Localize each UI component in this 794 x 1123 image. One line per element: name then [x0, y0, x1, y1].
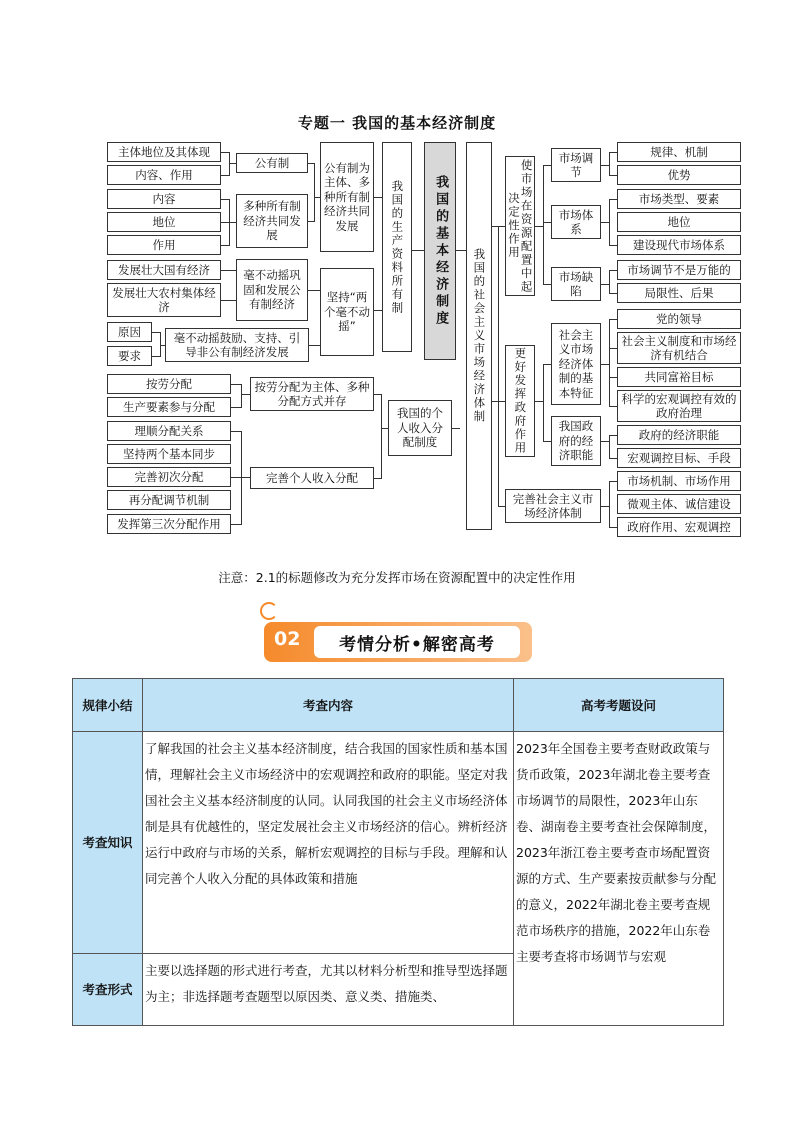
leaf-features-2: 社会主义制度和市场经济有机结合 [617, 332, 741, 364]
table-row [73, 732, 724, 954]
connector [609, 270, 617, 271]
connector [231, 524, 241, 525]
connector [231, 477, 250, 478]
connector [229, 163, 236, 164]
connector [412, 250, 424, 251]
connector [601, 165, 609, 166]
node-jianchi: 坚持“两个毫不动摇” [320, 268, 374, 356]
leaf-gongyou-1: 主体地位及其体现 [107, 142, 221, 162]
connector [456, 250, 466, 251]
node-haobu-2: 毫不动摇鼓励、支持、引导非公有制经济发展 [165, 328, 309, 362]
connector [374, 197, 382, 198]
leaf-wanshan-5: 发挥第三次分配作用 [107, 514, 231, 534]
leaf-haobu2-1: 原因 [107, 322, 152, 342]
leaf-govfunc-2: 宏观调控目标、手段 [617, 448, 741, 468]
swirl-icon [260, 602, 278, 620]
table-header: 规律小结 [73, 679, 143, 732]
leaf-quexian-2: 局限性、后果 [617, 283, 741, 303]
connector [543, 364, 551, 365]
banner-number: 02 [274, 628, 301, 650]
leaf-perfect-1: 市场机制、市场作用 [617, 471, 741, 491]
connector [221, 175, 229, 176]
leaf-tixi-1: 市场类型、要素 [617, 189, 741, 209]
connector [609, 199, 610, 246]
connector [221, 270, 236, 271]
node-gongyou: 公有制 [236, 153, 308, 173]
connector [609, 458, 617, 459]
node-quexian: 市场缺陷 [551, 267, 601, 301]
connector [452, 428, 460, 429]
node-gov-func: 我国政府的经济职能 [551, 416, 601, 466]
connector [374, 394, 381, 395]
connector [221, 199, 229, 200]
connector [381, 394, 382, 479]
leaf-wanshan-2: 坚持两个基本同步 [107, 444, 231, 464]
node-gov: 更好发挥政府作用 [505, 345, 535, 457]
connector [609, 152, 617, 153]
node-market-col: 我国的社会主义市场经济体制 [466, 142, 492, 530]
node-duozhong: 多种所有制经济共同发展 [236, 194, 308, 248]
leaf-gongyou-2: 内容、作用 [107, 165, 221, 185]
leaf-features-3: 共同富裕目标 [617, 367, 741, 387]
leaf-duozhong-1: 内容 [107, 189, 221, 209]
connector [221, 152, 229, 153]
connector [609, 435, 610, 459]
leaf-haobu1-2: 发展壮大农村集体经济 [107, 283, 221, 317]
node-tixi: 市场体系 [551, 205, 601, 239]
connector [241, 394, 250, 395]
connector [543, 222, 551, 223]
connector [609, 270, 610, 294]
node-perfect: 完善社会主义市场经济体制 [505, 489, 601, 523]
connector [221, 245, 229, 246]
leaf-anlao-1: 按劳分配 [107, 374, 231, 394]
leaf-tixi-2: 地位 [617, 212, 741, 232]
connector [609, 319, 610, 407]
connector [231, 407, 241, 408]
row-label: 考查知识 [73, 732, 143, 954]
node-ownership-main: 公有制为主体、多种所有制经济共同发展 [320, 142, 374, 252]
connector [601, 441, 609, 442]
connector [543, 441, 551, 442]
content-cell: 了解我国的社会主义基本经济制度，结合我国的国家性质和基本国情，理解社会主义市场经济中的宏观调控和政府的职能。坚定对我国社会主义基本经济制度的认同。认同我国的社会主义市场经济体制是具有优越性的，坚定发展社会主义市场经济的信心。辨析经济运行中政府与市场的关系，解析宏观调控的目标与手段。理解和认同完善个人收入分配的具体政策和措施 [143, 732, 514, 954]
leaf-wanshan-3: 完善初次分配 [107, 467, 231, 487]
connector [241, 384, 242, 408]
table-header: 高考考题设问 [514, 679, 724, 732]
connector [543, 165, 544, 285]
connector [609, 175, 617, 176]
connector [543, 284, 551, 285]
connector [609, 481, 617, 482]
connector [241, 431, 242, 525]
connector [498, 401, 505, 402]
node-center-title: 我国的基本经济制度 [424, 142, 456, 360]
node-features: 社会主义市场经济体制的基本特征 [551, 323, 601, 405]
node-ownership-col: 我国的生产资料所有制 [382, 142, 412, 352]
connector [374, 310, 382, 311]
banner-title: 考情分析•解密高考 [314, 626, 520, 658]
connector [308, 290, 320, 291]
connector [221, 300, 236, 301]
connector [535, 226, 543, 227]
connector [160, 345, 165, 346]
leaf-haobu1-1: 发展壮大国有经济 [107, 260, 221, 280]
connector [601, 222, 609, 223]
connector [609, 152, 610, 176]
node-haobu-1: 毫不动摇巩固和发展公有制经济 [236, 259, 308, 321]
leaf-perfect-2: 微观主体、诚信建设 [617, 494, 741, 514]
connector [314, 197, 320, 198]
leaf-wanshan-4: 再分配调节机制 [107, 490, 231, 510]
node-wanshan: 完善个人收入分配 [250, 467, 374, 489]
connector [374, 478, 381, 479]
connector [543, 165, 551, 166]
connector [601, 284, 609, 285]
connector [498, 226, 505, 227]
content-cell: 主要以选择题的形式进行考查，尤其以材料分析型和推导型选择题为主；非选择题考查题型以原因类、意义类、措施类、 [143, 954, 514, 1026]
node-tiaojie: 市场调节 [551, 148, 601, 182]
leaf-anlao-2: 生产要素参与分配 [107, 397, 231, 417]
exam-analysis-table [72, 678, 724, 1026]
connector [498, 226, 499, 506]
connector [229, 199, 230, 246]
leaf-duozhong-3: 作用 [107, 235, 221, 255]
connector [609, 406, 617, 407]
row-label: 考查形式 [73, 954, 143, 1026]
leaf-wanshan-1: 理顺分配关系 [107, 421, 231, 441]
connector [609, 348, 617, 349]
connector [609, 293, 617, 294]
leaf-tiaojie-1: 规律、机制 [617, 142, 741, 162]
connector [229, 152, 230, 176]
leaf-features-4: 科学的宏观调控有效的政府治理 [617, 390, 741, 422]
connector [381, 428, 388, 429]
node-anlao: 按劳分配为主体、多种分配方式并存 [250, 377, 374, 411]
connector [231, 384, 241, 385]
connector [231, 431, 241, 432]
connector [601, 364, 609, 365]
connector [314, 163, 315, 222]
connector [535, 401, 543, 402]
table-header: 考查内容 [143, 679, 514, 732]
leaf-haobu2-2: 要求 [107, 346, 152, 366]
questions-cell: 2023年全国卷主要考查财政政策与货币政策，2023年湖北卷主要考查市场调节的局限性，2023年山东卷、湖南卷主要考查社会保障制度，2023年浙江卷主要考查市场配置资源的方式、生产要素按贡献参与分配的意义，2022年湖北卷主要考查规范市场秩序的措施，2022年山东卷主要考查将市场调节与宏观 [514, 732, 724, 1026]
connector [609, 199, 617, 200]
connector [609, 377, 617, 378]
connector [498, 506, 505, 507]
connector [609, 245, 617, 246]
leaf-govfunc-1: 政府的经济职能 [617, 425, 741, 445]
edit-note: 注意：2.1的标题修改为充分发挥市场在资源配置中的决定性作用 [218, 570, 576, 585]
connector [152, 332, 160, 333]
connector [609, 527, 617, 528]
leaf-perfect-3: 政府作用、宏观调控 [617, 517, 741, 537]
leaf-features-1: 党的领导 [617, 309, 741, 329]
leaf-tixi-3: 建设现代市场体系 [617, 235, 741, 255]
section-banner [264, 618, 532, 664]
node-income-col: 我国的个人收入分配制度 [388, 400, 452, 456]
connector [609, 481, 610, 528]
connector [609, 435, 617, 436]
connector [309, 345, 320, 346]
node-role: 使市场在资源配置中起决定性作用 [505, 156, 535, 296]
connector [543, 364, 544, 442]
table-header-row [73, 679, 724, 732]
page-title: 专题一 我国的基本经济制度 [297, 114, 497, 132]
leaf-tiaojie-2: 优势 [617, 165, 741, 185]
connector [601, 506, 609, 507]
connector [609, 319, 617, 320]
connector [152, 356, 160, 357]
leaf-duozhong-2: 地位 [107, 212, 221, 232]
leaf-quexian-1: 市场调节不是万能的 [617, 260, 741, 280]
